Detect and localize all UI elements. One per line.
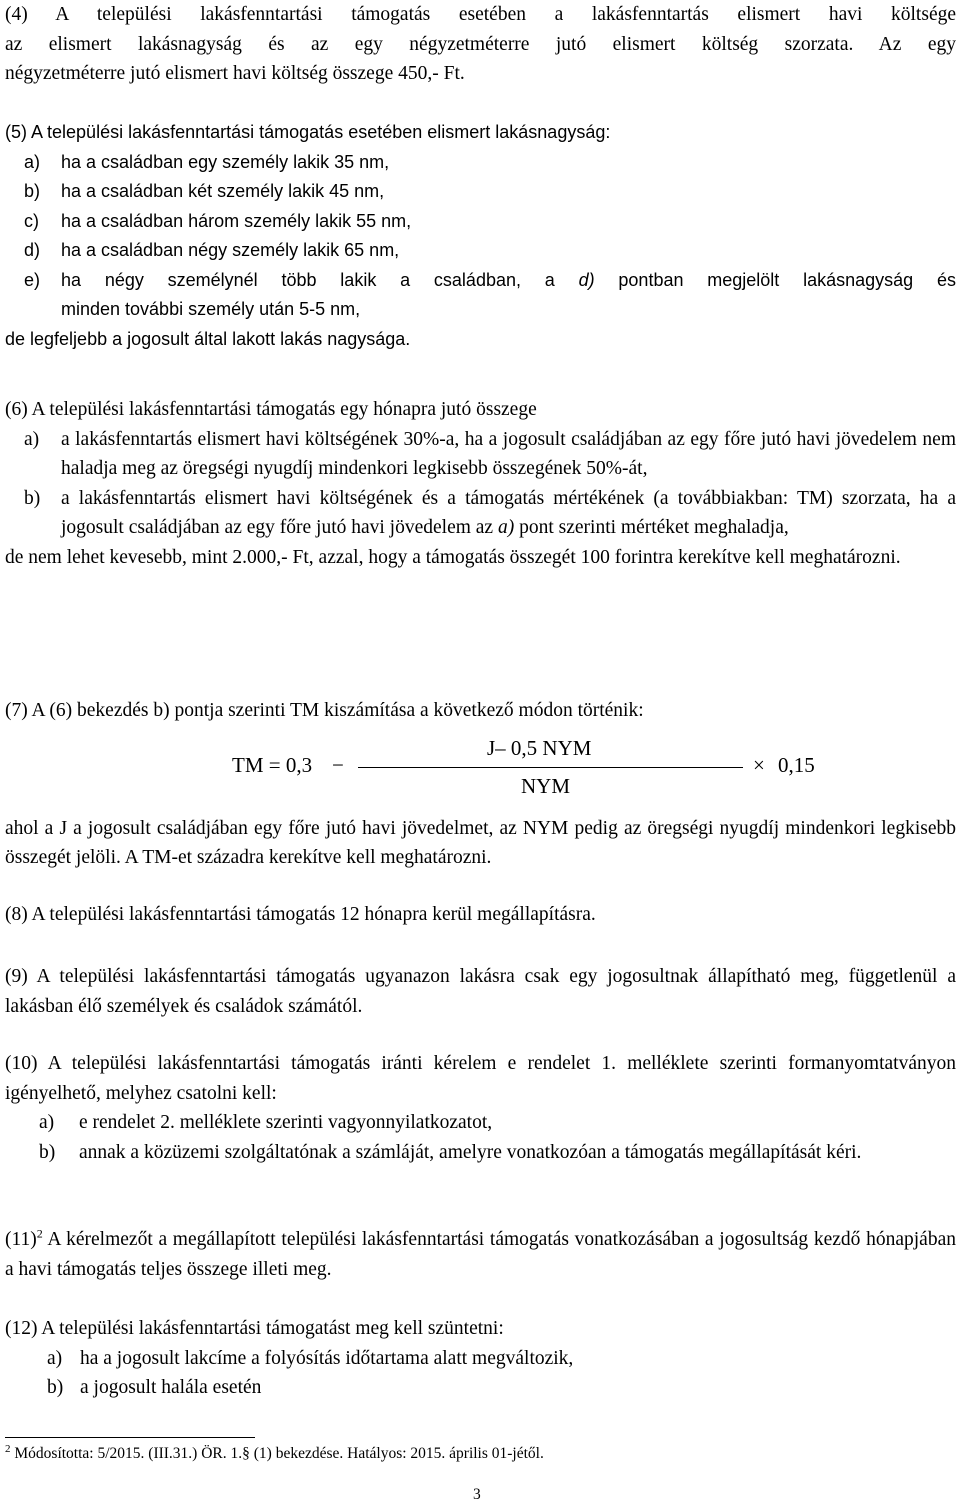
list-item (5, 236, 956, 266)
footnote-number: 2 (5, 1442, 11, 1455)
paragraph-9: (9) A települési lakásfenntartási támogatás ugyanazon lakásra csak egy jogosultnak állapítható meg, függetlenül a lakásban élő személyek és családok számától. (5, 966, 956, 1017)
paragraph-6-intro: (6) A települési lakásfenntartási támogatás egy hónapra jutó összege (5, 399, 537, 420)
paragraph-6 (5, 395, 956, 572)
list-item-label: d) (24, 240, 41, 260)
list-item (5, 425, 956, 484)
point-reference: a) (497, 517, 515, 538)
list-item (5, 207, 956, 237)
footnote-text: Módosította: 5/2015. (III.31.) ÖR. 1.§ (1) bekezdése. Hatályos: 2015. április 01-jétől. (10, 1445, 544, 1462)
paragraph-7-explanation: ahol a J a jogosult családjában egy főre jutó havi jövedelmet, az NYM pedig az öregségi nyugdíj mindenkori legkisebb összegét jelöli. A TM-et századra kerekítve kell meghatározni. (5, 817, 956, 868)
list-item (5, 1344, 956, 1374)
paragraph-11-number: (11) (5, 1229, 37, 1250)
list-item-text: ha a családban két személy lakik 45 nm, (61, 181, 385, 201)
list-item-label: b) (24, 181, 41, 201)
list-item-text: ha a jogosult lakcíme a folyósítás időtartama alatt megváltozik, (80, 1347, 574, 1369)
formula-lhs: TM = 0,3 (232, 752, 313, 777)
list-item-text-start: a lakásfenntartás elismert havi költségének és a támogatás mértékének (a továbbiakban: TM) szorzata, ha a jogosult családjában az egy főre jutó havi jövedelem az (61, 487, 956, 538)
paragraph-10-intro: (10) A települési lakásfenntartási támogatás iránti kérelem e rendelet 1. melléklete szerinti formanyomtatványon igényelhető, melyhez csatolni kell: (5, 1053, 956, 1104)
paragraph-5 (5, 118, 956, 354)
formula-factor: 0,15 (778, 752, 815, 777)
paragraph-12 (5, 1314, 956, 1403)
list-item-text: annak a közüzemi szolgáltatónak a számláját, amelyre vonatkozóan a támogatás megállapítását kéri. (79, 1141, 862, 1163)
list-item-label: b) (24, 487, 41, 509)
paragraph-4-line-2: az elismert lakásnagyság és az egy négyzetméterre jutó elismert költség szorzata. Az egy (5, 33, 956, 55)
paragraph-4 (5, 0, 956, 89)
paragraph-12-intro: (12) A települési lakásfenntartási támogatást meg kell szüntetni: (5, 1318, 504, 1339)
list-item-label: a) (39, 1112, 55, 1133)
fraction-bar (358, 767, 743, 768)
formula-minus: − (332, 752, 344, 777)
list-item-label: e) (24, 269, 41, 290)
formula-numerator: J– 0,5 NYM (487, 735, 592, 760)
list-item-text: e rendelet 2. melléklete szerinti vagyonnyilatkozatot, (79, 1112, 493, 1133)
list-item (5, 1138, 956, 1168)
page-number: 3 (473, 1486, 481, 1503)
paragraph-11 (5, 1225, 956, 1284)
list-item-text: a lakásfenntartás elismert havi költségének 30%-a, ha a jogosult családjában az egy főre jutó havi jövedelem nem haladja meg az öregségi nyugdíj mindenkori legkisebb összegének 50%-át, (61, 428, 956, 479)
list-item-label: b) (39, 1141, 56, 1163)
list-item-text: ha a családban egy személy lakik 35 nm, (61, 151, 390, 172)
list-item-label: a) (47, 1347, 63, 1369)
footnote-separator (5, 1437, 255, 1438)
list-item-text (61, 484, 956, 543)
list-item (5, 266, 956, 325)
list-item (5, 1108, 956, 1138)
paragraph-7-intro: (7) A (6) bekezdés b) pontja szerinti TM kiszámítása a következő módon történik: (5, 700, 644, 721)
paragraph-4-line-3: négyzetméterre jutó elismert havi költség összege 450,- Ft. (5, 63, 465, 84)
paragraph-4-line-1: (4) A települési lakásfenntartási támogatás esetében a lakásfenntartás elismert havi költsége (5, 4, 956, 25)
list-item-text: a jogosult halála esetén (80, 1377, 262, 1398)
list-item-text-end: pontban megjelölt lakásnagyság és (594, 269, 956, 290)
list-item-label: a) (24, 151, 41, 172)
footnote-reference[interactable]: 2 (36, 1226, 43, 1241)
paragraph-8: (8) A települési lakásfenntartási támogatás 12 hónapra kerül megállapításra. (5, 904, 596, 925)
list-item-label: b) (47, 1377, 64, 1398)
list-item-text-end: pont szerinti mértéket meghaladja, (514, 517, 789, 538)
formula-times: × (753, 752, 765, 777)
list-item (5, 177, 956, 207)
list-item-text (61, 266, 956, 325)
footnote (5, 1444, 544, 1464)
paragraph-5-intro: (5) A települési lakásfenntartási támogatás esetében elismert lakásnagyság: (5, 122, 611, 142)
list-item-text: ha a családban három személy lakik 55 nm, (61, 210, 412, 231)
paragraph-10 (5, 1049, 956, 1167)
paragraph-7 (5, 696, 956, 873)
list-item (5, 148, 956, 178)
paragraph-5-closing: de legfeljebb a jogosult által lakott lakás nagysága. (5, 328, 411, 349)
paragraph-6-closing: de nem lehet kevesebb, mint 2.000,- Ft, azzal, hogy a támogatás összegét 100 forintra kerekítve kell meghatározni. (5, 546, 901, 568)
list-item (5, 1373, 956, 1403)
list-item-label: c) (24, 210, 39, 231)
paragraph-11-text: A kérelmezőt a megállapított települési lakásfenntartási támogatás vonatkozásában a jogosultság kezdő hónapjában a havi támogatás teljes összege illeti meg. (5, 1229, 956, 1280)
tm-formula (5, 735, 956, 814)
list-item-text: ha a családban négy személy lakik 65 nm, (61, 240, 400, 260)
formula-denominator: NYM (521, 773, 571, 798)
point-reference: d) (578, 269, 595, 290)
list-item-text-start: ha négy személynél több lakik a családban, a (61, 269, 579, 290)
list-item (5, 484, 956, 543)
list-item-text-continuation: minden további személy után 5-5 nm, (61, 299, 361, 319)
list-item-label: a) (24, 428, 40, 450)
